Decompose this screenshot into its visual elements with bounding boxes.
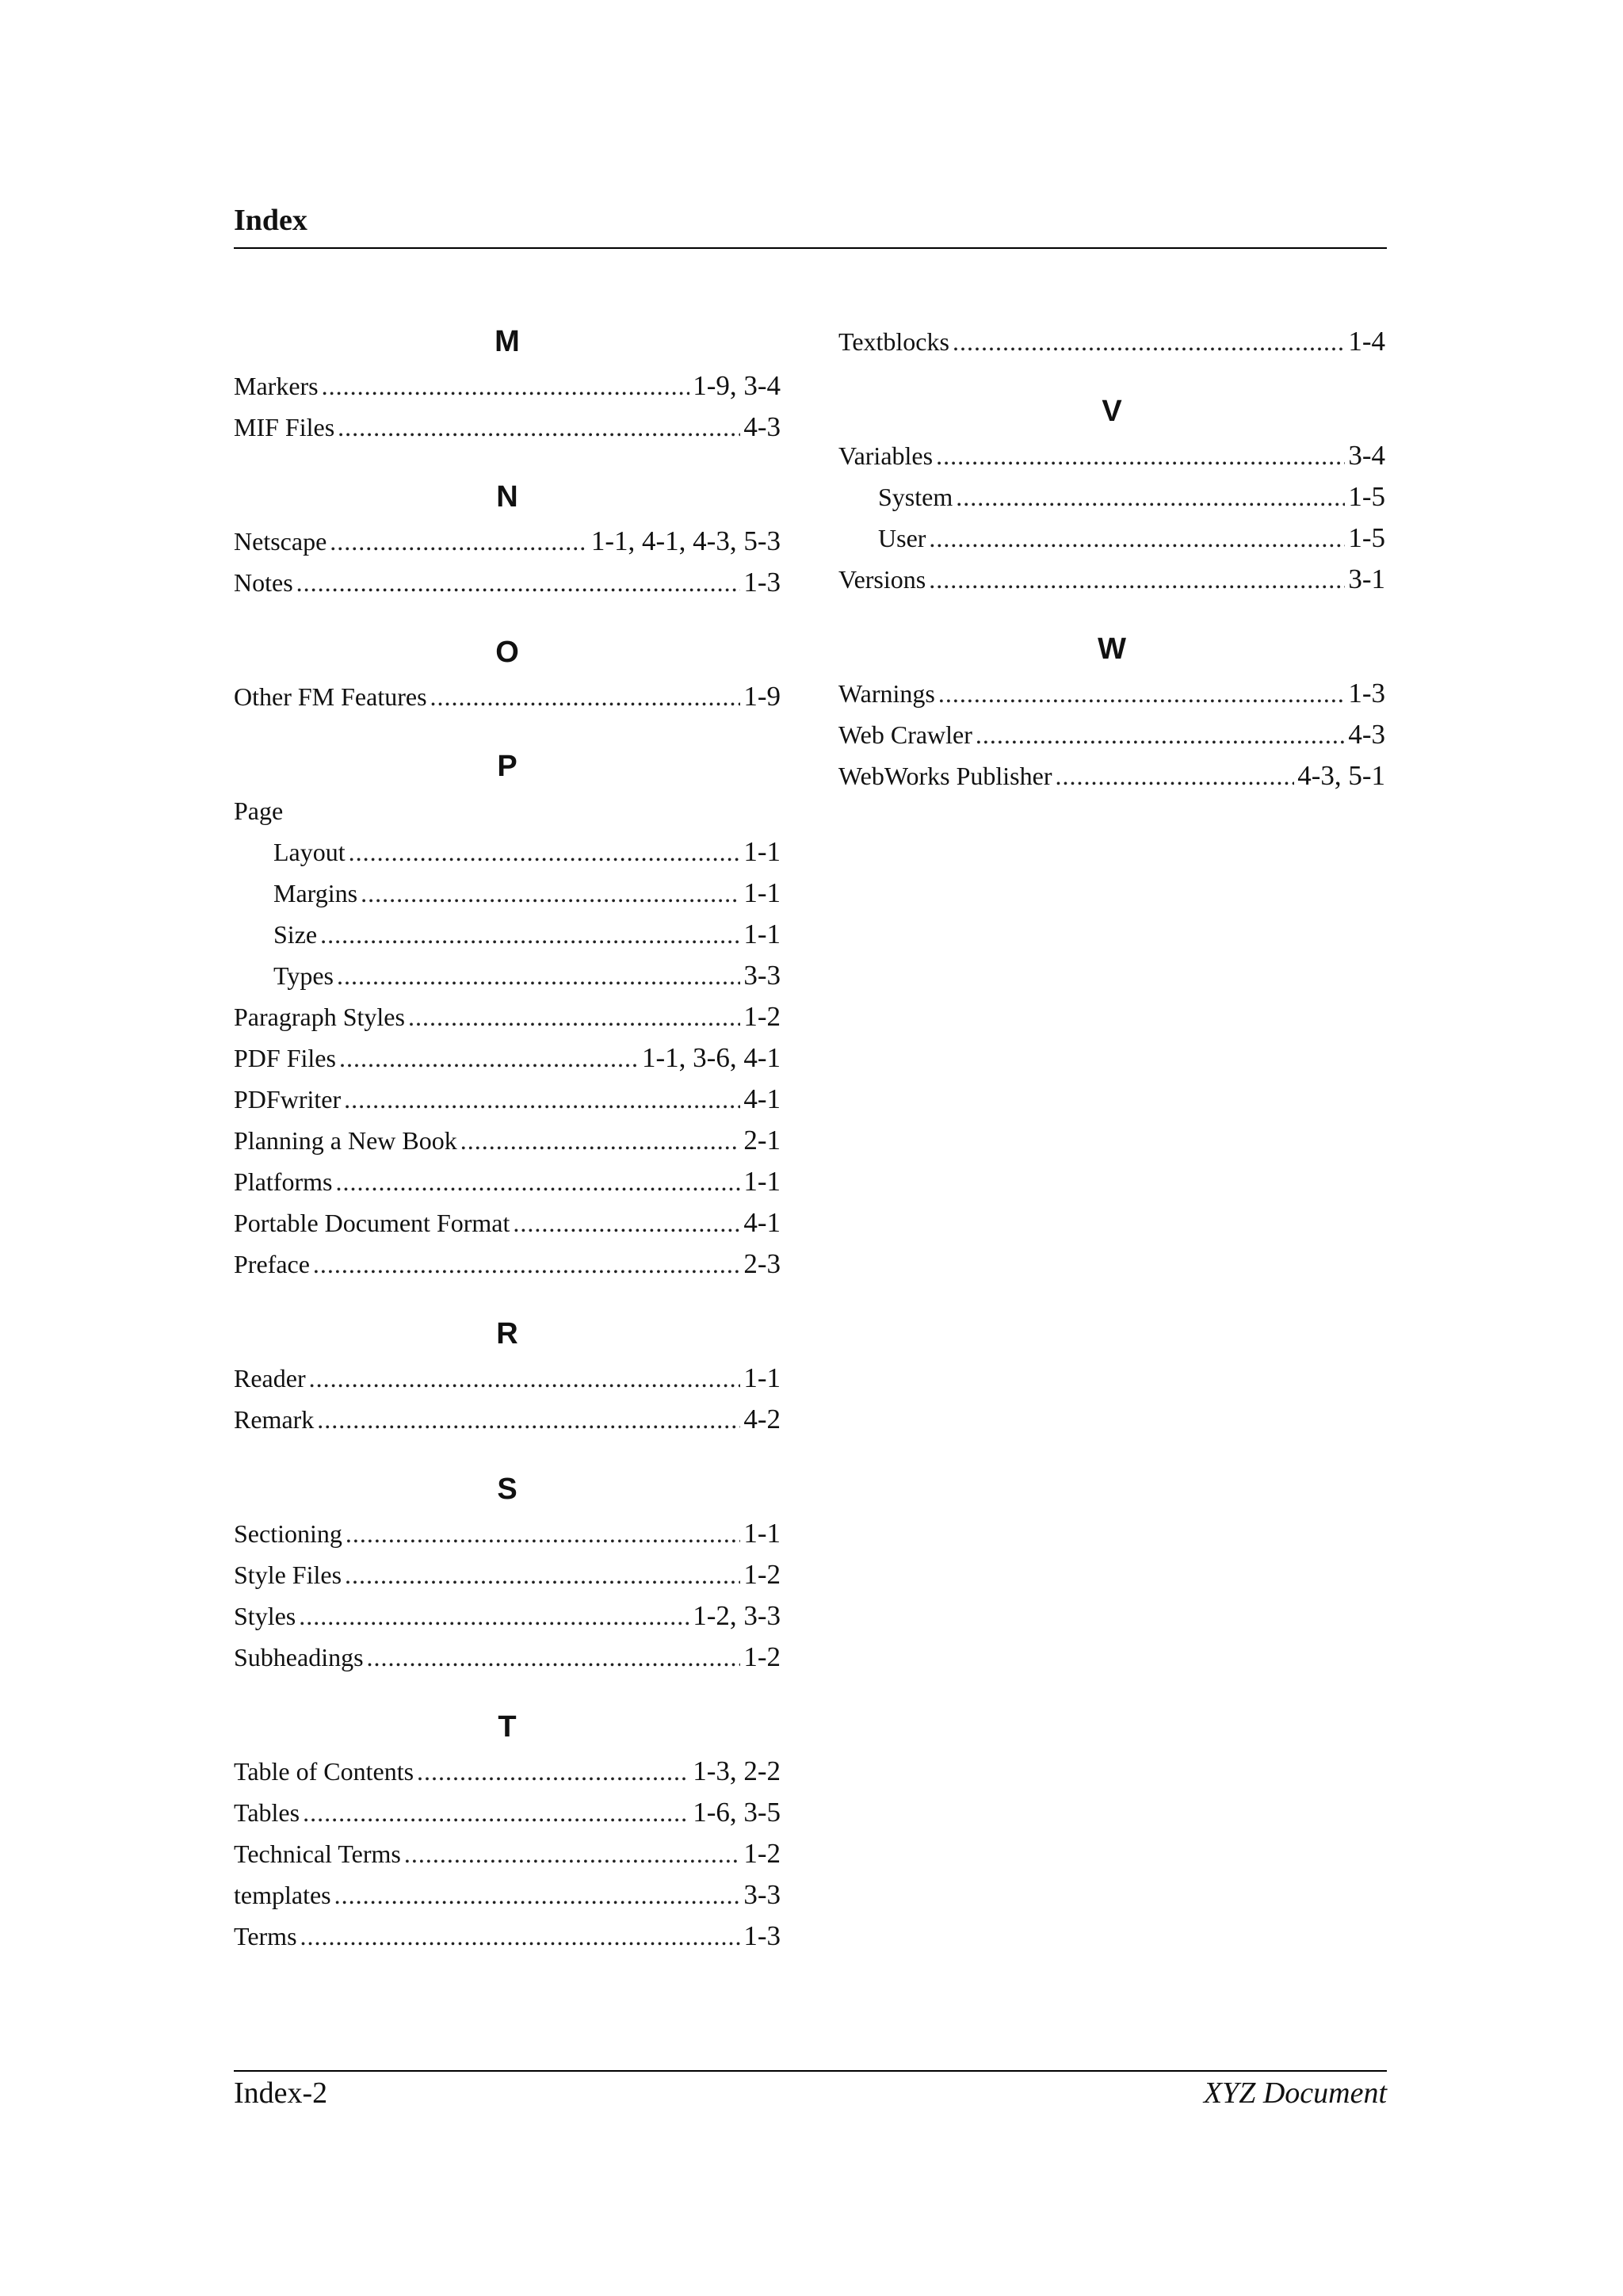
index-entry (838, 321, 1385, 362)
index-entry-term: PDF Files (234, 1044, 336, 1072)
index-entry-term: Preface (234, 1250, 310, 1278)
index-entry-pages: 1-2 (743, 1838, 781, 1869)
index-entry (234, 1161, 781, 1202)
index-entry (234, 407, 781, 448)
dot-leader (303, 1792, 689, 1833)
index-entry (234, 1595, 781, 1637)
index-entry-pages: 1-4 (1348, 326, 1385, 357)
index-entry-pages: 1-1 (743, 877, 781, 908)
index-section (838, 628, 1385, 797)
index-entry-pages: 1-1, 4-1, 4-3, 5-3 (590, 525, 781, 556)
index-entry-pages: 4-3, 5-1 (1297, 760, 1385, 791)
index-entry-pages: 4-2 (743, 1404, 781, 1435)
index-entry (234, 1751, 781, 1792)
index-entry (234, 996, 781, 1037)
index-entry-pages: 1-6, 3-5 (693, 1797, 781, 1828)
dot-leader (367, 1637, 741, 1678)
dot-leader (1055, 755, 1294, 797)
dot-leader (345, 1554, 740, 1595)
index-entry (838, 755, 1385, 797)
dot-leader (313, 1244, 740, 1285)
index-entry-term: Reader (234, 1364, 306, 1392)
index-entry-pages: 1-9 (743, 681, 781, 712)
index-entry-term: Textblocks (838, 327, 949, 356)
index-entry-term: Size (273, 920, 318, 949)
dot-leader (404, 1833, 741, 1874)
index-entry (234, 1637, 781, 1678)
footer-page-number: Index-2 (234, 2076, 328, 2110)
index-entry-term: Notes (234, 568, 293, 597)
index-entry-pages: 1-9, 3-4 (693, 370, 781, 401)
index-entry-pages: 4-1 (743, 1083, 781, 1114)
dot-leader (322, 365, 690, 407)
index-section (838, 321, 1385, 362)
index-section (234, 746, 781, 1285)
dot-leader (953, 321, 1345, 362)
index-entry-pages: 1-2 (743, 1559, 781, 1590)
dot-leader (929, 518, 1345, 559)
index-entry-pages: 1-1 (743, 1166, 781, 1197)
index-entry-term: Other FM Features (234, 682, 427, 711)
index-entry-term: Technical Terms (234, 1839, 401, 1868)
index-entry-pages: 4-3 (1348, 719, 1385, 750)
dot-leader (460, 1120, 741, 1161)
index-entry-term: Versions (838, 565, 926, 594)
index-entry-pages: 2-3 (743, 1248, 781, 1279)
index-entry (838, 673, 1385, 714)
index-entry-term: Variables (838, 441, 934, 470)
index-entry (234, 1120, 781, 1161)
index-entry-pages: 1-1, 3-6, 4-1 (642, 1042, 781, 1073)
index-entry-pages: 1-5 (1348, 481, 1385, 512)
dot-leader (300, 1916, 741, 1957)
dot-leader (296, 562, 741, 603)
index-entry-term: Portable Document Format (234, 1209, 510, 1237)
dot-leader (408, 996, 740, 1037)
index-entry-term: Markers (234, 372, 319, 400)
index-entry-term: Style Files (234, 1561, 342, 1589)
index-entry (234, 790, 781, 831)
index-entry-pages: 1-3 (743, 567, 781, 598)
index-entry (234, 914, 781, 955)
dot-leader (929, 559, 1345, 600)
index-entry (234, 1358, 781, 1399)
index-entry (234, 831, 781, 873)
index-entry-pages: 2-1 (743, 1125, 781, 1156)
index-column-left (234, 321, 781, 1985)
index-letter-heading: P (497, 750, 517, 783)
index-entry (234, 1079, 781, 1120)
page-footer (234, 2070, 1387, 2119)
index-entry (234, 1513, 781, 1554)
dot-leader (513, 1202, 740, 1244)
index-entry (234, 1792, 781, 1833)
index-entry (234, 676, 781, 717)
index-entry-term: Types (273, 961, 334, 990)
footer-document-title: XYZ Document (1203, 2076, 1387, 2110)
index-letter-heading: W (1098, 632, 1126, 666)
dot-leader (320, 914, 740, 955)
index-entry-term: PDFwriter (234, 1085, 342, 1114)
dot-leader (299, 1595, 689, 1637)
dot-leader (346, 1513, 740, 1554)
index-entry-term: MIF Files (234, 413, 335, 441)
dot-leader (338, 407, 740, 448)
index-section (838, 391, 1385, 600)
index-entry (234, 562, 781, 603)
index-entry-term: System (878, 483, 953, 511)
dot-leader (417, 1751, 689, 1792)
index-entry (234, 1244, 781, 1285)
index-entry-pages: 1-1 (743, 919, 781, 949)
index-entry (234, 955, 781, 996)
index-section (234, 1313, 781, 1440)
index-entry-pages: 4-3 (743, 411, 781, 442)
index-entry-term: Platforms (234, 1167, 333, 1196)
index-entry-term: Sectioning (234, 1519, 342, 1548)
index-entry-pages: 1-3, 2-2 (693, 1755, 781, 1786)
index-entry (838, 476, 1385, 518)
page-header-title: Index (234, 204, 307, 237)
index-entry-pages: 3-3 (743, 1879, 781, 1910)
index-entry-pages: 1-1 (743, 1518, 781, 1549)
index-entry-term: Web Crawler (838, 720, 972, 749)
index-entry (234, 521, 781, 562)
dot-leader (430, 676, 741, 717)
dot-leader (330, 521, 588, 562)
index-entry (234, 1202, 781, 1244)
index-letter-heading: T (498, 1710, 517, 1744)
index-entry-pages: 1-1 (743, 836, 781, 867)
index-letter-heading: O (495, 636, 519, 669)
index-entry (234, 1916, 781, 1957)
index-section (234, 476, 781, 603)
index-section (234, 1706, 781, 1957)
index-entry (838, 435, 1385, 476)
index-column-right (838, 321, 1385, 825)
index-section (234, 1469, 781, 1678)
index-entry-pages: 1-2 (743, 1001, 781, 1032)
dot-leader (956, 476, 1345, 518)
dot-leader (317, 1399, 740, 1440)
index-entry-term: Terms (234, 1922, 297, 1950)
index-entry-pages: 1-2 (743, 1641, 781, 1672)
index-letter-heading: R (496, 1317, 518, 1350)
dot-leader (976, 714, 1345, 755)
index-entry-pages: 1-1 (743, 1362, 781, 1393)
dot-leader (936, 435, 1345, 476)
index-entry-term: Layout (273, 838, 346, 866)
dot-leader (309, 1358, 741, 1399)
dot-leader (339, 1037, 639, 1079)
dot-leader (337, 955, 740, 996)
index-section (234, 321, 781, 448)
index-entry-term: WebWorks Publisher (838, 762, 1052, 790)
index-entry-term: Tables (234, 1798, 300, 1827)
index-section (234, 632, 781, 717)
index-entry-term: Netscape (234, 527, 327, 556)
index-entry-term: Table of Contents (234, 1757, 414, 1786)
index-entry (234, 1874, 781, 1916)
index-letter-heading: N (496, 480, 518, 514)
dot-leader (344, 1079, 740, 1120)
index-entry-term: Remark (234, 1405, 315, 1434)
dot-leader (349, 831, 741, 873)
dot-leader (938, 673, 1346, 714)
dot-leader (335, 1161, 740, 1202)
index-entry-pages: 4-1 (743, 1207, 781, 1238)
index-entry (234, 1037, 781, 1079)
index-entry-term: Styles (234, 1602, 296, 1630)
page-header (234, 203, 1387, 249)
index-entry-term: User (878, 524, 926, 552)
index-entry-term: Subheadings (234, 1643, 364, 1671)
index-entry (838, 518, 1385, 559)
index-entry-pages: 1-2, 3-3 (693, 1600, 781, 1631)
index-letter-heading: V (1102, 395, 1122, 428)
index-entry (234, 1833, 781, 1874)
index-entry-term: Margins (273, 879, 358, 907)
index-entry-term: Warnings (838, 679, 935, 708)
index-entry-term: templates (234, 1881, 331, 1909)
dot-leader (334, 1874, 741, 1916)
index-entry (234, 873, 781, 914)
index-entry-term: Page (234, 797, 284, 825)
index-entry-term: Paragraph Styles (234, 1003, 405, 1031)
index-entry-term: Planning a New Book (234, 1126, 457, 1155)
index-entry (838, 714, 1385, 755)
index-entry (234, 1554, 781, 1595)
index-entry (838, 559, 1385, 600)
index-entry-pages: 1-3 (743, 1920, 781, 1951)
index-entry-pages: 1-5 (1348, 522, 1385, 553)
index-entry (234, 365, 781, 407)
index-entry (234, 1399, 781, 1440)
dot-leader (361, 873, 740, 914)
index-entry-pages: 3-4 (1348, 440, 1385, 471)
index-letter-heading: S (497, 1473, 517, 1506)
index-entry-pages: 1-3 (1348, 678, 1385, 709)
index-entry-pages: 3-1 (1348, 563, 1385, 594)
index-entry-pages: 3-3 (743, 960, 781, 991)
index-letter-heading: M (495, 325, 520, 358)
